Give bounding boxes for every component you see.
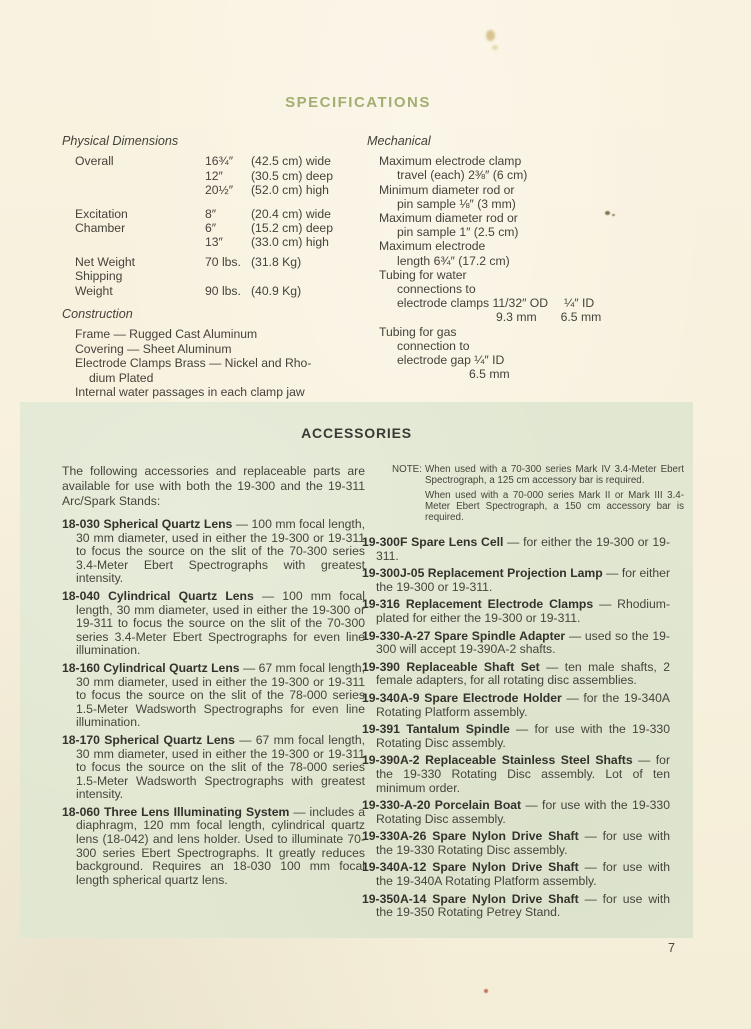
accessory-item [62, 734, 365, 802]
note-paragraph: When used with a 70-300 series Mark IV 3.4-Meter Ebert Spectrograph, a 125 cm accessory bar is required. [425, 464, 684, 486]
accessory-item [62, 806, 365, 888]
mechanical-line: electrode gap ¼″ ID [397, 353, 505, 368]
overall-values [205, 154, 364, 197]
excitation-wide-cm: (20.4 cm) wide [251, 206, 331, 221]
accessory-code: 18-060 Three Lens Illuminating System [62, 804, 290, 819]
excitation-deep-cm: (15.2 cm) deep [251, 221, 333, 236]
accessory-code: 19-340A-12 Spare Nylon Drive Shaft [362, 860, 579, 875]
accessories-panel [20, 402, 693, 938]
shipping-weight-value [205, 269, 364, 298]
accessory-desc: — includes a diaphragm, 120 mm focal length, cylindrical quartz lens (18-042) and lens holder. Used to illuminate 70-300 series Ebert Spectrographs. It greatly reduces background. Requires an 18-030 100 mm focal length spherical quartz lens. [76, 804, 366, 887]
accessory-desc: — for use with the 19-330 Rotating Disc assembly. [376, 722, 670, 750]
excitation-label-line1: Excitation [75, 206, 128, 221]
accessory-item [362, 598, 670, 625]
mechanical-line: connections to [397, 282, 476, 297]
mechanical-line: Maximum electrode clamp [379, 154, 522, 169]
mechanical-line: pin sample ⅛″ (3 mm) [397, 196, 516, 211]
accessory-item [62, 518, 365, 586]
accessory-desc: — 67 mm focal length, 30 mm diameter, used in either the 19-300 or 19-311 to focus the source on the slit of the 78-000 series 1.5-Meter Wadsworth Spectrographs for even line illumination. [76, 660, 365, 730]
tubing-water-od-id-line [367, 296, 697, 310]
accessory-code: 19-390 Replaceable Shaft Set [362, 659, 540, 674]
construction-clamps-wrap: dium Plated [89, 370, 154, 385]
mechanical-line: Tubing for water [379, 267, 467, 282]
accessory-desc: — used so the 19-300 will accept 19-390A-2 shafts. [376, 628, 670, 657]
excitation-high-cm: (33.0 cm) high [251, 235, 329, 250]
overall-deep-in: 12″ [205, 168, 223, 183]
accessory-desc: — Rhodium-plated for either the 19-300 or 19-311. [376, 597, 670, 625]
physical-dimensions-section [62, 134, 364, 400]
excitation-values [205, 207, 364, 250]
tubing-water-id-mm: 6.5 mm [560, 310, 602, 325]
accessory-desc: — 67 mm focal length, 30 mm diameter, used in either the 19-300 or 19-311 to focus the source on the slit of the 78-000 series 1.5-Meter Wadsworth Spectrographs with greatest intensity. [76, 732, 365, 802]
shipping-weight-label [75, 269, 205, 298]
paper-stain [486, 30, 495, 41]
mechanical-line: Minimum diameter rod or [379, 182, 515, 197]
accessory-code: 19-390A-2 Replaceable Stainless Steel Shafts [362, 753, 633, 768]
excitation-high-in: 13″ [205, 235, 223, 250]
accessories-intro: The following accessories and replaceable parts are available for use with both the 19-300 and the 19-311 Arc/Spark Stands: [62, 464, 365, 508]
paper-stain [605, 211, 610, 215]
paper-stain [484, 989, 488, 993]
accessory-desc: — for the 19-330 Rotating Disc assembly. Lot of ten minimum order. [376, 753, 670, 795]
net-weight-row [62, 255, 364, 269]
accessory-desc: — for use with the 19-330 Rotating Disc assembly. [376, 829, 670, 857]
accessory-note [392, 464, 684, 527]
tubing-water-id: ¼″ ID [564, 296, 595, 311]
construction-covering: Covering — Sheet Aluminum [75, 341, 232, 356]
accessory-desc: — for the 19-340A Rotating Platform assembly. [376, 690, 671, 719]
accessory-desc: — 100 mm focal length, 30 mm diameter, used in either the 19-300 or 19-311 to focus the source on the slit of the 70-300 series 3.4-Meter Ebert Spectrographs for even line illumination. [76, 588, 365, 658]
accessory-item [362, 661, 670, 688]
shipping-label-line2: Weight [75, 283, 113, 298]
overall-high-cm: (52.0 cm) high [251, 183, 329, 198]
overall-row [62, 154, 364, 197]
accessory-code: 18-170 Spherical Quartz Lens [62, 732, 235, 747]
mechanical-line: pin sample 1″ (2.5 cm) [397, 225, 519, 240]
overall-wide-in: 16¾″ [205, 154, 234, 169]
accessory-item [362, 754, 670, 795]
net-weight-value [205, 255, 364, 269]
construction-heading: Construction [62, 307, 133, 322]
net-weight-kg: (31.8 Kg) [251, 254, 302, 269]
mechanical-line: connection to [397, 338, 470, 353]
accessory-desc: — for use with the 19-350 Rotating Petrey Stand. [376, 891, 670, 920]
mechanical-line: length 6¾″ (17.2 cm) [397, 253, 510, 268]
accessory-item [362, 536, 670, 563]
excitation-chamber-row [62, 207, 364, 250]
accessory-desc: — for use with the 19-340A Rotating Platform assembly. [376, 860, 670, 889]
accessory-desc: — 100 mm focal length, 30 mm diameter, used in either the 19-300 or 19-311 to focus the source on the slit of the 70-300 series 3.4-Meter Ebert Spectrographs with greatest intensity. [76, 517, 365, 586]
construction-frame: Frame — Rugged Cast Aluminum [75, 327, 258, 342]
accessory-desc: — for either the 19-300 or 19-311. [376, 566, 670, 594]
accessories-left-column [62, 464, 365, 891]
excitation-wide-in: 8″ [205, 206, 217, 221]
accessory-code: 19-316 Replacement Electrode Clamps [362, 597, 594, 612]
tubing-water-od: electrode clamps 11/32″ OD [397, 296, 549, 311]
tubing-gas-mm-line: 6.5 mm [469, 367, 510, 382]
accessory-item [362, 799, 670, 826]
construction-clamps: Electrode Clamps Brass — Nickel and Rho- [75, 356, 312, 371]
tubing-water-mm-line [367, 310, 697, 324]
accessory-item [362, 630, 670, 657]
excitation-label-line2: Chamber [75, 221, 126, 236]
shipping-lbs: 90 lbs. [205, 283, 241, 298]
accessory-code: 19-330-A-27 Spare Spindle Adapter [362, 628, 566, 643]
net-weight-label: Net Weight [75, 254, 136, 269]
overall-label: Overall [75, 154, 114, 169]
paper-stain [492, 45, 498, 50]
accessory-item [362, 893, 670, 920]
mechanical-line: Maximum diameter rod or [379, 211, 518, 226]
overall-high-in: 20½″ [205, 183, 234, 198]
accessory-code: 18-040 Cylindrical Quartz Lens [62, 588, 254, 603]
specifications-title: SPECIFICATIONS [285, 94, 431, 111]
excitation-deep-in: 6″ [205, 221, 217, 236]
accessory-code: 19-330-A-20 Porcelain Boat [362, 798, 522, 813]
accessories-title: ACCESSORIES [301, 425, 412, 441]
accessory-item [362, 692, 670, 719]
accessories-right-column [362, 464, 684, 924]
accessory-code: 19-330A-26 Spare Nylon Drive Shaft [362, 829, 579, 844]
accessory-code: 19-300J-05 Replacement Projection Lamp [362, 566, 603, 581]
overall-deep-cm: (30.5 cm) deep [251, 168, 333, 183]
shipping-label-line1: Shipping [75, 269, 123, 284]
shipping-kg: (40.9 Kg) [251, 283, 302, 298]
accessory-item [362, 861, 670, 888]
accessory-item [362, 723, 670, 750]
note-label: NOTE: [392, 464, 422, 475]
mechanical-line: Tubing for gas [379, 324, 457, 339]
shipping-weight-row [62, 269, 364, 298]
accessory-item [62, 662, 365, 730]
accessory-code: 19-391 Tantalum Spindle [362, 722, 510, 737]
mechanical-line: Maximum electrode [379, 239, 486, 254]
page-number: 7 [668, 941, 675, 955]
excitation-chamber-label [75, 207, 205, 250]
accessory-item [362, 830, 670, 857]
note-body [425, 464, 684, 527]
net-weight-lbs: 70 lbs. [205, 254, 241, 269]
mechanical-heading: Mechanical [367, 134, 431, 148]
accessory-code: 18-160 Cylindrical Quartz Lens [62, 660, 240, 675]
accessory-desc: — for use with the 19-330 Rotating Disc assembly. [376, 798, 670, 826]
physical-dimensions-heading: Physical Dimensions [62, 134, 179, 148]
mechanical-section [367, 134, 697, 381]
tubing-water-od-mm: 9.3 mm [496, 310, 537, 325]
note-paragraph: When used with a 70-000 series Mark II or Mark III 3.4-Meter Ebert Spectrograph, a 150 cm accessory bar is required. [425, 490, 684, 523]
accessory-item [362, 567, 670, 594]
mechanical-line: travel (each) 2⅜″ (6 cm) [397, 168, 528, 183]
accessory-desc: — ten male shafts, 2 female adapters, for all rotating disc assemblies. [376, 659, 670, 688]
accessory-code: 19-350A-14 Spare Nylon Drive Shaft [362, 891, 579, 906]
accessory-code: 18-030 Spherical Quartz Lens [62, 517, 233, 531]
overall-wide-cm: (42.5 cm) wide [251, 154, 331, 169]
construction-water-passages: Internal water passages in each clamp jaw [75, 385, 305, 400]
accessory-code: 19-300F Spare Lens Cell [362, 535, 504, 549]
accessory-desc: — for either the 19-300 or 19-311. [376, 535, 670, 563]
accessory-item [62, 590, 365, 658]
accessory-code: 19-340A-9 Spare Electrode Holder [362, 690, 562, 705]
